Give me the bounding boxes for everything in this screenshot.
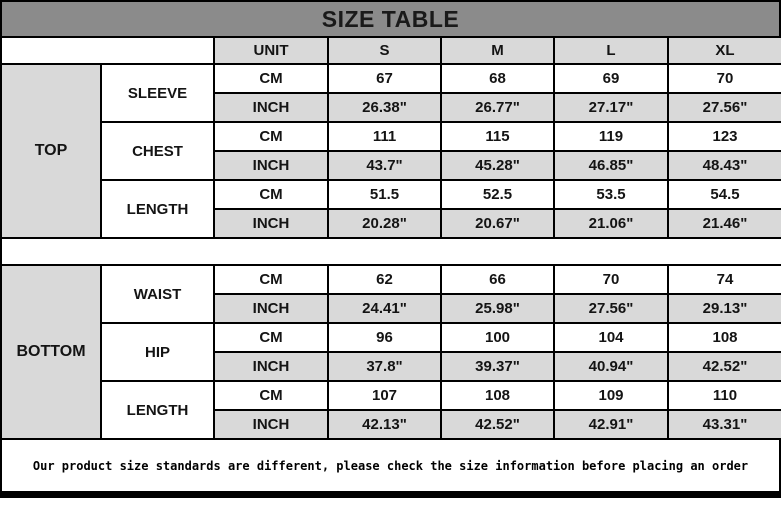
value-cell: 27.17": [554, 93, 668, 122]
value-cell: 46.85": [554, 151, 668, 180]
value-cell: 42.13": [328, 410, 441, 439]
value-cell: 24.41": [328, 294, 441, 323]
value-cell: 96: [328, 323, 441, 352]
value-cell: 42.52": [441, 410, 554, 439]
value-cell: 20.28": [328, 209, 441, 238]
value-cell: 37.8": [328, 352, 441, 381]
measurement-label-length: LENGTH: [101, 381, 214, 439]
table-row: [1, 64, 781, 93]
value-cell: 39.37": [441, 352, 554, 381]
table-row: [1, 122, 781, 151]
disclaimer-text: Our product size standards are different, please check the size information before placing an order: [32, 458, 749, 473]
value-cell: 107: [328, 381, 441, 410]
measurement-label-sleeve: SLEEVE: [101, 64, 214, 122]
value-cell: 119: [554, 122, 668, 151]
unit-cell-inch: INCH: [214, 209, 328, 238]
table-row: [1, 180, 781, 209]
value-cell: 25.98": [441, 294, 554, 323]
section-label-bottom: BOTTOM: [1, 265, 101, 439]
header-cell-size-s: S: [328, 37, 441, 64]
disclaimer-bar: [0, 438, 781, 498]
value-cell: 43.31": [668, 410, 781, 439]
value-cell: 68: [441, 64, 554, 93]
unit-cell-inch: INCH: [214, 93, 328, 122]
value-cell: 27.56": [668, 93, 781, 122]
header-cell-size-l: L: [554, 37, 668, 64]
header-cell-size-m: M: [441, 37, 554, 64]
value-cell: 108: [441, 381, 554, 410]
value-cell: 43.7": [328, 151, 441, 180]
value-cell: 52.5: [441, 180, 554, 209]
page-title: SIZE TABLE: [321, 5, 460, 32]
value-cell: 70: [668, 64, 781, 93]
value-cell: 67: [328, 64, 441, 93]
title-bar: [0, 0, 781, 38]
value-cell: 42.91": [554, 410, 668, 439]
value-cell: 40.94": [554, 352, 668, 381]
value-cell: 104: [554, 323, 668, 352]
spacer-cell: [1, 238, 781, 265]
table-row: [1, 381, 781, 410]
value-cell: 54.5: [668, 180, 781, 209]
table-row: [1, 323, 781, 352]
value-cell: 123: [668, 122, 781, 151]
value-cell: 74: [668, 265, 781, 294]
value-cell: 69: [554, 64, 668, 93]
header-cell-size-xl: XL: [668, 37, 781, 64]
unit-cell-inch: INCH: [214, 151, 328, 180]
value-cell: 29.13": [668, 294, 781, 323]
value-cell: 53.5: [554, 180, 668, 209]
header-row: [1, 37, 781, 64]
value-cell: 66: [441, 265, 554, 294]
unit-cell-inch: INCH: [214, 294, 328, 323]
header-cell-unit: UNIT: [214, 37, 328, 64]
measurement-label-length: LENGTH: [101, 180, 214, 238]
value-cell: 108: [668, 323, 781, 352]
unit-cell-cm: CM: [214, 381, 328, 410]
unit-cell-cm: CM: [214, 323, 328, 352]
value-cell: 21.06": [554, 209, 668, 238]
value-cell: 70: [554, 265, 668, 294]
section-label-top: TOP: [1, 64, 101, 238]
value-cell: 21.46": [668, 209, 781, 238]
measurement-label-waist: WAIST: [101, 265, 214, 323]
header-empty-cell: [1, 37, 214, 64]
value-cell: 45.28": [441, 151, 554, 180]
measurement-label-chest: CHEST: [101, 122, 214, 180]
value-cell: 109: [554, 381, 668, 410]
value-cell: 42.52": [668, 352, 781, 381]
value-cell: 62: [328, 265, 441, 294]
size-table: [0, 36, 781, 440]
unit-cell-cm: CM: [214, 122, 328, 151]
spacer-row: [1, 238, 781, 265]
value-cell: 26.77": [441, 93, 554, 122]
value-cell: 51.5: [328, 180, 441, 209]
value-cell: 110: [668, 381, 781, 410]
value-cell: 48.43": [668, 151, 781, 180]
value-cell: 20.67": [441, 209, 554, 238]
unit-cell-cm: CM: [214, 265, 328, 294]
unit-cell-inch: INCH: [214, 352, 328, 381]
value-cell: 26.38": [328, 93, 441, 122]
unit-cell-cm: CM: [214, 180, 328, 209]
value-cell: 100: [441, 323, 554, 352]
value-cell: 27.56": [554, 294, 668, 323]
unit-cell-inch: INCH: [214, 410, 328, 439]
value-cell: 115: [441, 122, 554, 151]
table-row: [1, 265, 781, 294]
value-cell: 111: [328, 122, 441, 151]
measurement-label-hip: HIP: [101, 323, 214, 381]
unit-cell-cm: CM: [214, 64, 328, 93]
